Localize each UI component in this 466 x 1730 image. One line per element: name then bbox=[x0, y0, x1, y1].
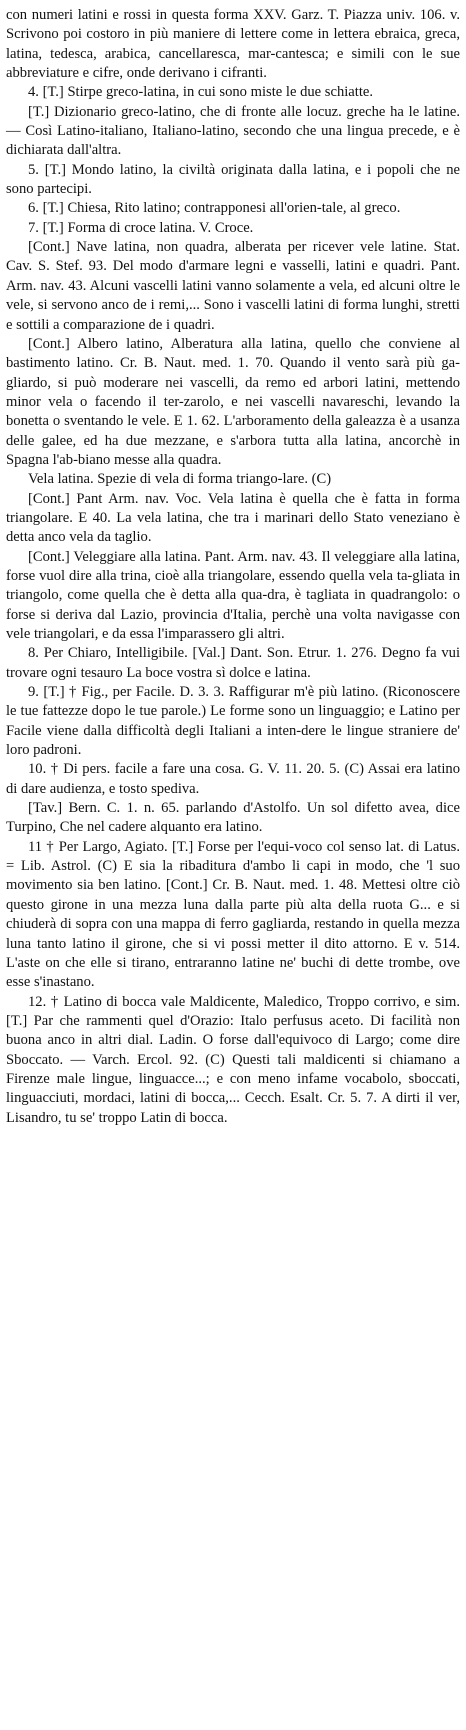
sense-7-paragraph: 7. [T.] Forma di croce latina. V. Croce. bbox=[28, 219, 254, 236]
sense-9-paragraph: 9. [T.] † Fig., per Facile. D. 3. 3. Raffigurar m'è più latino. (Riconoscere le tue fattezze dopo le tue parole.) Le forme sono un linguaggio; e Latino per Facile viene dalla difficoltà degli Italiani a inten-dere le lingue straniere de' loro padroni. bbox=[6, 684, 460, 759]
vela-latina-cont-paragraph: [Cont.] Pant Arm. nav. Voc. Vela latina è quella che è fatta in forma triangolare. E 40. La vela latina, che tra i marinari dello Stato veneziano è detta anco vela da taglio. bbox=[6, 490, 460, 546]
sense-10-paragraph: 10. † Di pers. facile a fare una cosa. G. V. 11. 20. 5. (C) Assai era latino di dare audienza, e tosto spediva. bbox=[6, 761, 460, 797]
dizionario-greco-latino-paragraph: [T.] Dizionario greco-latino, che di fronte alle locuz. greche ha le latine. — Così Latino-italiano, Italiano-latino, secondo che una lingua precede, e è dichiarata dall'altra. bbox=[6, 103, 460, 159]
sense-8-paragraph: 8. Per Chiaro, Intelligibile. [Val.] Dant. Son. Etrur. 1. 276. Degno fa vui trovare ogni tesauro La boce vostra sì dolce e latina. bbox=[6, 645, 460, 681]
tav-bern-paragraph: [Tav.] Bern. C. 1. n. 65. parlando d'Astolfo. Un sol difetto avea, dice Turpino, Che nel cadere alquanto era latino. bbox=[6, 800, 460, 836]
entry-continuation-paragraph: con numeri latini e rossi in questa forma XXV. Garz. T. Piazza univ. 106. v. Scrivono poi costoro in più maniere di lettere come in lettera ebraica, greca, latina, tedesca, arabica, cancellaresca, mar-cantesca; e simili con le sue abbreviature e cifre, onde derivano i cifranti. bbox=[6, 7, 460, 82]
albero-latino-paragraph: [Cont.] Albero latino, Alberatura alla latina, quello che conviene al bastimento latino. Cr. B. Naut. med. 1. 70. Quando il vento sarà più ga-gliardo, si può moderare nei vascelli, da remo ed arbori latini, mettendo minor vela o facendo il ter-zarolo, e nei vascelli navareschi, levando la bonetta o sventando le vele. E 1. 62. L'arboramento della galeazza è a usanza delle galee, ed ha due mezzane, e s'arbora tutta alla latina, ancorchè in Spagna l'ab-biano messe alla quadra. bbox=[6, 335, 460, 468]
vela-latina-paragraph: Vela latina. Spezie di vela di forma triango-lare. (C) bbox=[28, 471, 332, 488]
nave-latina-paragraph: [Cont.] Nave latina, non quadra, alberata per ricever vele latine. Stat. Cav. S. Stef. 93. Del modo d'armare legni e vasselli, latini e quadri. Pant. Arm. nav. 43. Alcuni vascelli latini vanno solamente a vela, ed alcuni oltre le vele, si servono anco de i remi,... Sono i vascelli latini di forma lunghi, stretti e sottili a comparazione de i quadri. bbox=[6, 239, 460, 333]
sense-5-paragraph: 5. [T.] Mondo latino, la civiltà originata dalla latina, e i popoli che ne sono partecipi. bbox=[6, 161, 460, 198]
sense-6-paragraph: 6. [T.] Chiesa, Rito latino; contrapponesi all'orien-tale, al greco. bbox=[28, 200, 401, 217]
sense-12-paragraph: 12. † Latino di bocca vale Maldicente, Maledico, Troppo corrivo, e sim. [T.] Par che rammenti quel d'Orazio: Italo perfusus aceto. Di facilità non buona anco in altri dial. Ladin. O forse dall'equivoco di Largo; come dire Sboccato. — Varch. Ercol. 92. (C) Questi tali maldicenti si chiamano a Firenze male lingue, linguacce...; e con meno infame vocabolo, sboccati, linguacciuti, mordaci, latini di bocca,... Cecch. Esalt. Cr. 5. 7. A dirti il ver, Lisandro, tu se' troppo Latin di bocca. bbox=[6, 993, 460, 1126]
sense-11-paragraph: 11 † Per Largo, Agiato. [T.] Forse per l'equi-voco col senso lat. di Latus. = Lib. Astrol. (C) E sia la ribaditura d'ambo li capi in modo, che 'l suo movimento sia ben latino. [Cont.] Cr. B. Naut. med. 1. 48. Mettesi oltre ciò questo girone in una mezza luna dalla parte più alta della ruota G... e si chiuderà di sopra con una mappa di ferro gagliarda, restando in quella mezza luna tanto latino il girone, che si vi possi metter il dito attorno. E v. 514. L'aste on che elle si tirano, entraranno latine ne' buchi di dette trombe, ove esse s'inastano. bbox=[6, 838, 460, 991]
veleggiare-paragraph: [Cont.] Veleggiare alla latina. Pant. Arm. nav. 43. Il veleggiare alla latina, forse vuol dire alla trina, cioè alla triangolare, essendo quella vela ta-gliata in triangolo, come quella che è detta alla qua-dra, è tagliata in quadrangolo: o forse si deriva dal Lazio, provincia d'Italia, perchè una volta navigasse con vele triangolari, e da essa l'imparassero gli altri. bbox=[6, 548, 460, 642]
sense-4-paragraph: 4. [T.] Stirpe greco-latina, in cui sono miste le due schiatte. bbox=[28, 84, 374, 101]
